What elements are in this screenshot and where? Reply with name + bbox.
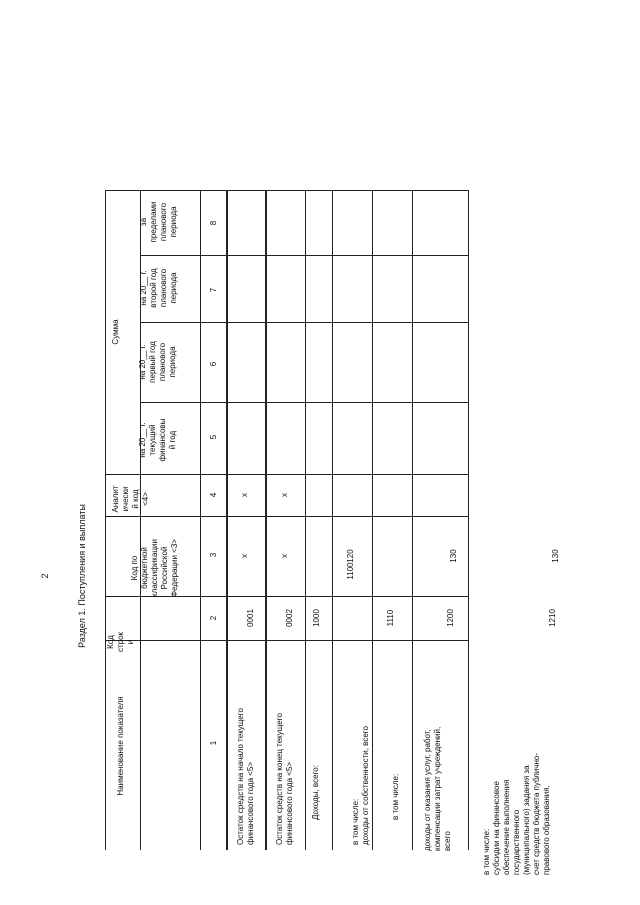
col-number: 5 bbox=[209, 434, 218, 440]
row-code: 1100 bbox=[346, 562, 355, 580]
header-code: Код строк и bbox=[106, 631, 135, 653]
row-name: Доходы, всего: bbox=[311, 765, 320, 820]
page-number: 2 bbox=[40, 573, 50, 579]
grid-line bbox=[305, 190, 306, 850]
row-budget-code: 130 bbox=[551, 549, 560, 563]
grid-line bbox=[226, 190, 228, 850]
grid-line bbox=[468, 190, 469, 850]
grid-line bbox=[332, 190, 333, 850]
col-number: 1 bbox=[209, 740, 218, 746]
row-code: 1000 bbox=[312, 609, 321, 627]
row-budget-code: 120 bbox=[346, 549, 355, 563]
row-analytic-code: x bbox=[280, 493, 289, 497]
grid-line bbox=[140, 255, 468, 256]
row-name: в том числе: субсидии на финансовое обеспечение выполнения государственного (муниципального) задания за счет средств бюджета публично- правового образования, bbox=[482, 752, 551, 875]
header-col7: на 20__ г. второй год планового периода bbox=[139, 268, 178, 308]
row-budget-code: x bbox=[240, 554, 249, 558]
col-number: 3 bbox=[209, 552, 218, 558]
section-title: Раздел 1. Поступления и выплаты bbox=[77, 504, 87, 648]
header-col6: на 20__ г. первый год планового периода bbox=[138, 341, 177, 383]
row-name: в том числе: bbox=[391, 773, 400, 820]
row-code: 1210 bbox=[548, 609, 557, 627]
row-budget-code: 130 bbox=[449, 549, 458, 563]
grid-line bbox=[105, 190, 468, 191]
header-budget-code: Код по бюджетной классификации Российской Федерации <3> bbox=[130, 539, 179, 597]
row-name: доходы от оказания услуг, работ, компенсации затрат учреждений, всего bbox=[423, 726, 452, 851]
row-budget-code: x bbox=[280, 554, 289, 558]
grid-line bbox=[140, 322, 468, 323]
header-sum: Сумма bbox=[111, 319, 120, 345]
grid-line bbox=[140, 402, 468, 403]
row-code: 0001 bbox=[246, 609, 255, 627]
grid-line bbox=[105, 516, 468, 517]
row-code: 1110 bbox=[386, 609, 395, 627]
col-number: 8 bbox=[209, 220, 218, 226]
header-col8: за пределами планового периода bbox=[139, 201, 178, 243]
col-number: 6 bbox=[209, 361, 218, 367]
row-name: Остаток средств на конец текущего финансового года <5> bbox=[275, 713, 294, 845]
grid-line bbox=[200, 190, 201, 850]
row-code: 0002 bbox=[285, 609, 294, 627]
grid-line bbox=[105, 474, 468, 475]
header-col5: на 20__ г. текущий финансовы й год bbox=[138, 418, 177, 462]
row-analytic-code: x bbox=[240, 493, 249, 497]
grid-line bbox=[412, 190, 413, 850]
header-name: Наименование показателя bbox=[116, 696, 125, 796]
row-code: 1200 bbox=[446, 609, 455, 627]
col-number: 2 bbox=[209, 615, 218, 621]
col-number: 4 bbox=[209, 492, 218, 498]
grid-line bbox=[265, 190, 267, 850]
header-analytic-code: Аналит ически й код <4> bbox=[111, 485, 150, 513]
grid-line bbox=[105, 190, 106, 850]
col-number: 7 bbox=[209, 287, 218, 293]
row-name: Остаток средств на начало текущего финансового года <5> bbox=[236, 708, 255, 845]
row-name: в том числе: доходы от собственности, всего bbox=[351, 726, 370, 845]
